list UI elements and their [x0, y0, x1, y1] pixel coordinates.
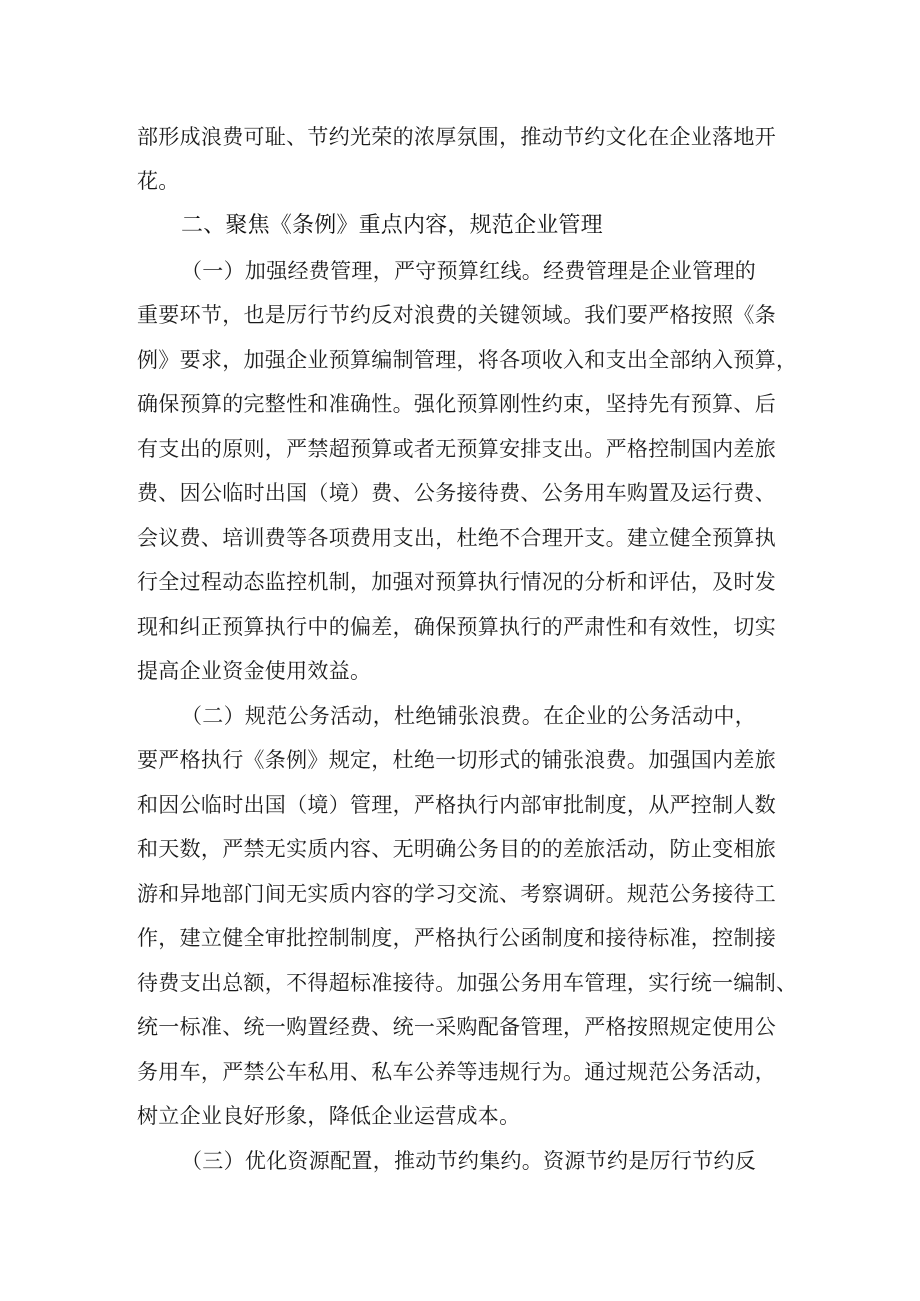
- paragraph-line: 树立企业良好形象，降低企业运营成本。: [137, 1104, 521, 1128]
- paragraph-line: 游和异地部门间无实质内容的学习交流、考察调研。规范公务接待工: [137, 882, 776, 906]
- paragraph-line: 务用车，严禁公车私用、私车公养等违规行为。通过规范公务活动，: [137, 1060, 776, 1084]
- paragraph-line: 例》要求，加强企业预算编制管理，将各项收入和支出全部纳入预算，: [137, 348, 798, 372]
- paragraph-line: 现和纠正预算执行中的偏差，确保预算执行的严肃性和有效性，切实: [137, 615, 776, 639]
- paragraph-line: 统一标准、统一购置经费、统一采购配备管理，严格按照规定使用公: [137, 1015, 776, 1039]
- paragraph-line: 会议费、培训费等各项费用支出，杜绝不合理开支。建立健全预算执: [137, 526, 776, 550]
- paragraph-line: 部形成浪费可耻、节约光荣的浓厚氛围，推动节约文化在企业落地开: [137, 125, 776, 149]
- paragraph-line: 和因公临时出国（境）管理，严格执行内部审批制度，从严控制人数: [137, 793, 776, 817]
- paragraph-line: （一）加强经费管理，严守预算红线。经费管理是企业管理的: [181, 259, 757, 283]
- paragraph-line: （三）优化资源配置，推动节约集约。资源节约是厉行节约反: [181, 1149, 757, 1173]
- paragraph-line: 和天数，严禁无实质内容、无明确公务目的的差旅活动，防止变相旅: [137, 837, 776, 861]
- paragraph-line: 行全过程动态监控机制，加强对预算执行情况的分析和评估，及时发: [137, 570, 776, 594]
- paragraph-line: 提高企业资金使用效益。: [137, 659, 372, 683]
- paragraph-line: 要严格执行《条例》规定，杜绝一切形式的铺张浪费。加强国内差旅: [137, 748, 776, 772]
- paragraph-line: 重要环节，也是厉行节约反对浪费的关键领域。我们要严格按照《条: [137, 303, 776, 327]
- paragraph-line: 花。: [137, 169, 180, 193]
- paragraph-line: 有支出的原则，严禁超预算或者无预算安排支出。严格控制国内差旅: [137, 437, 776, 461]
- paragraph-line: 确保预算的完整性和准确性。强化预算刚性约束，坚持先有预算、后: [137, 392, 776, 416]
- paragraph-line: 费、因公临时出国（境）费、公务接待费、公务用车购置及运行费、: [137, 481, 776, 505]
- section-heading: 二、聚焦《条例》重点内容，规范企业管理: [181, 213, 603, 238]
- paragraph-line: 作，建立健全审批控制制度，严格执行公函制度和接待标准，控制接: [137, 926, 776, 950]
- paragraph-line: （二）规范公务活动，杜绝铺张浪费。在企业的公务活动中，: [181, 704, 757, 728]
- paragraph-line: 待费支出总额，不得超标准接待。加强公务用车管理，实行统一编制、: [137, 971, 798, 995]
